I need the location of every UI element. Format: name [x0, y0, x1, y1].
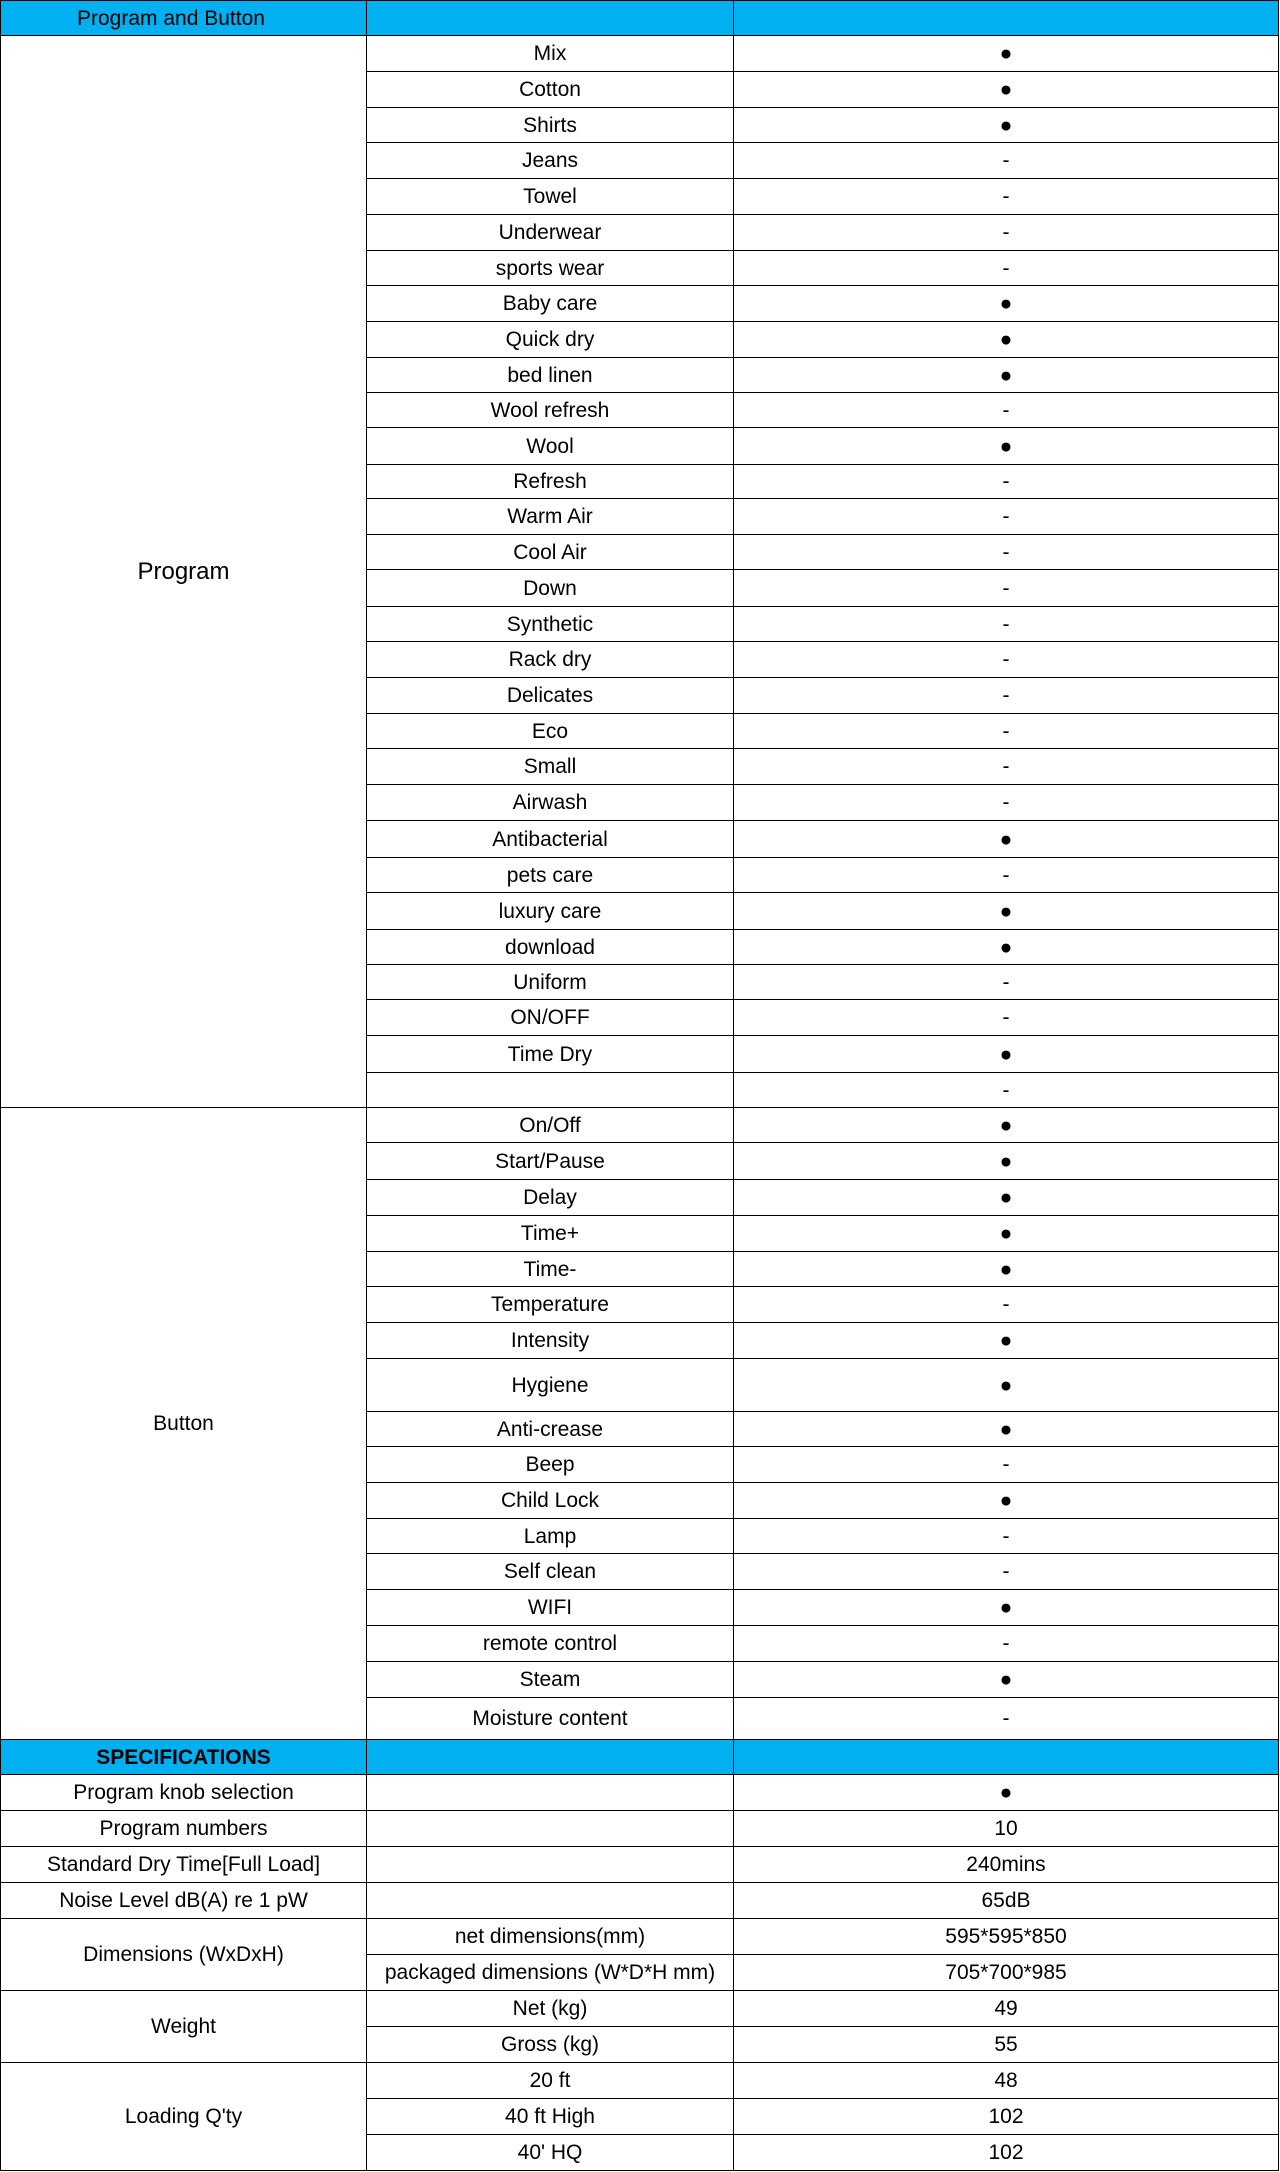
program-availability: - — [734, 1073, 1279, 1108]
dimensions-label: Dimensions (WxDxH) — [1, 1919, 367, 1991]
button-name: Steam — [367, 1662, 734, 1698]
container-size-label: 40' HQ — [367, 2135, 734, 2171]
program-name: pets care — [367, 858, 734, 893]
standard-dry-time-label: Standard Dry Time[Full Load] — [1, 1847, 367, 1883]
program-availability: - — [734, 785, 1279, 821]
program-name: Small — [367, 749, 734, 785]
container-size-label: 40 ft High — [367, 2099, 734, 2135]
gross-weight-label: Gross (kg) — [367, 2027, 734, 2063]
button-availability: ● — [734, 1483, 1279, 1519]
program-availability: ● — [734, 72, 1279, 108]
button-availability: - — [734, 1698, 1279, 1740]
container-qty-value: 48 — [734, 2063, 1279, 2099]
program-name: Uniform — [367, 965, 734, 1000]
program-availability: ● — [734, 1036, 1279, 1073]
spec-empty-cell — [367, 1883, 734, 1919]
program-name: Eco — [367, 714, 734, 749]
program-availability: - — [734, 535, 1279, 570]
program-numbers-label: Program numbers — [1, 1811, 367, 1847]
header-empty-cell — [367, 1, 734, 36]
button-name: Hygiene — [367, 1359, 734, 1412]
program-name: Jeans — [367, 143, 734, 179]
button-name: Delay — [367, 1180, 734, 1216]
button-name: WIFI — [367, 1590, 734, 1626]
program-name: Delicates — [367, 678, 734, 714]
container-qty-value: 102 — [734, 2099, 1279, 2135]
button-group-label: Button — [1, 1108, 367, 1740]
net-weight-value: 49 — [734, 1991, 1279, 2027]
button-availability: - — [734, 1554, 1279, 1590]
button-availability: ● — [734, 1412, 1279, 1447]
loading-row — [1, 2063, 1279, 2099]
program-name: luxury care — [367, 893, 734, 930]
program-name: Cotton — [367, 72, 734, 108]
noise-level-value: 65dB — [734, 1883, 1279, 1919]
program-availability: - — [734, 179, 1279, 215]
header-row — [1, 1, 1279, 36]
program-availability: - — [734, 465, 1279, 499]
program-availability: - — [734, 499, 1279, 535]
program-knob-selection-label: Program knob selection — [1, 1775, 367, 1811]
program-name: Time Dry — [367, 1036, 734, 1073]
program-name: Warm Air — [367, 499, 734, 535]
weight-label: Weight — [1, 1991, 367, 2063]
program-availability: ● — [734, 108, 1279, 143]
standard-dry-time-row — [1, 1847, 1279, 1883]
program-availability: ● — [734, 358, 1279, 393]
program-name: Antibacterial — [367, 821, 734, 858]
program-availability: - — [734, 251, 1279, 286]
spec-sheet-body — [1, 1, 1279, 2171]
net-dimensions-value: 595*595*850 — [734, 1919, 1279, 1955]
program-name: bed linen — [367, 358, 734, 393]
program-name: Synthetic — [367, 607, 734, 642]
spec-empty-cell — [367, 1811, 734, 1847]
spec-empty-cell — [367, 1775, 734, 1811]
button-availability: - — [734, 1519, 1279, 1554]
packaged-dimensions-value: 705*700*985 — [734, 1955, 1279, 1991]
program-availability: - — [734, 965, 1279, 1000]
specifications-title: SPECIFICATIONS — [1, 1740, 367, 1775]
program-availability: - — [734, 607, 1279, 642]
program-row — [1, 36, 1279, 72]
program-name: download — [367, 930, 734, 965]
button-name: Start/Pause — [367, 1143, 734, 1180]
program-name: Towel — [367, 179, 734, 215]
program-availability: ● — [734, 930, 1279, 965]
button-availability: - — [734, 1626, 1279, 1662]
button-availability: - — [734, 1447, 1279, 1483]
button-availability: ● — [734, 1108, 1279, 1143]
packaged-dimensions-label: packaged dimensions (W*D*H mm) — [367, 1955, 734, 1991]
program-availability: - — [734, 678, 1279, 714]
program-availability: - — [734, 642, 1279, 678]
program-name: Wool — [367, 428, 734, 465]
program-name: sports wear — [367, 251, 734, 286]
button-name: Lamp — [367, 1519, 734, 1554]
specifications-header-row — [1, 1740, 1279, 1775]
button-name: Temperature — [367, 1287, 734, 1323]
button-name: Time+ — [367, 1216, 734, 1252]
container-size-label: 20 ft — [367, 2063, 734, 2099]
program-availability: - — [734, 749, 1279, 785]
button-availability: ● — [734, 1323, 1279, 1359]
program-name — [367, 1073, 734, 1108]
program-name: Down — [367, 570, 734, 607]
button-availability: - — [734, 1287, 1279, 1323]
program-name: Baby care — [367, 286, 734, 322]
program-availability: ● — [734, 821, 1279, 858]
program-numbers-row — [1, 1811, 1279, 1847]
button-name: remote control — [367, 1626, 734, 1662]
spec-empty-cell — [367, 1847, 734, 1883]
container-qty-value: 102 — [734, 2135, 1279, 2171]
program-name: Mix — [367, 36, 734, 72]
program-name: ON/OFF — [367, 1000, 734, 1036]
header-empty-cell — [734, 1, 1279, 36]
button-name: Child Lock — [367, 1483, 734, 1519]
program-availability: ● — [734, 286, 1279, 322]
weight-net-row — [1, 1991, 1279, 2027]
program-knob-selection-row — [1, 1775, 1279, 1811]
button-row — [1, 1108, 1279, 1143]
button-availability: ● — [734, 1252, 1279, 1287]
button-name: Intensity — [367, 1323, 734, 1359]
program-knob-selection-value: ● — [734, 1775, 1279, 1811]
button-name: Beep — [367, 1447, 734, 1483]
header-title: Program and Button — [1, 1, 367, 36]
button-name: Self clean — [367, 1554, 734, 1590]
program-availability: - — [734, 858, 1279, 893]
button-availability: ● — [734, 1143, 1279, 1180]
net-weight-label: Net (kg) — [367, 1991, 734, 2027]
program-name: Underwear — [367, 215, 734, 251]
program-availability: - — [734, 570, 1279, 607]
button-availability: ● — [734, 1359, 1279, 1412]
program-name: Airwash — [367, 785, 734, 821]
header-empty-cell — [367, 1740, 734, 1775]
net-dimensions-label: net dimensions(mm) — [367, 1919, 734, 1955]
program-name: Quick dry — [367, 322, 734, 358]
loading-qty-label: Loading Q'ty — [1, 2063, 367, 2171]
program-availability: - — [734, 714, 1279, 749]
button-name: Moisture content — [367, 1698, 734, 1740]
program-name: Refresh — [367, 465, 734, 499]
program-availability: ● — [734, 893, 1279, 930]
standard-dry-time-value: 240mins — [734, 1847, 1279, 1883]
button-availability: ● — [734, 1180, 1279, 1216]
program-name: Cool Air — [367, 535, 734, 570]
button-availability: ● — [734, 1216, 1279, 1252]
button-availability: ● — [734, 1590, 1279, 1626]
button-name: On/Off — [367, 1108, 734, 1143]
program-group-label: Program — [1, 36, 367, 1108]
noise-level-label: Noise Level dB(A) re 1 pW — [1, 1883, 367, 1919]
program-name: Shirts — [367, 108, 734, 143]
dimensions-net-row — [1, 1919, 1279, 1955]
program-numbers-value: 10 — [734, 1811, 1279, 1847]
gross-weight-value: 55 — [734, 2027, 1279, 2063]
header-empty-cell — [734, 1740, 1279, 1775]
program-availability: - — [734, 1000, 1279, 1036]
program-availability: - — [734, 215, 1279, 251]
program-availability: - — [734, 393, 1279, 428]
program-availability: ● — [734, 428, 1279, 465]
program-name: Wool refresh — [367, 393, 734, 428]
program-availability: ● — [734, 36, 1279, 72]
button-name: Time- — [367, 1252, 734, 1287]
button-name: Anti-crease — [367, 1412, 734, 1447]
program-availability: ● — [734, 322, 1279, 358]
noise-level-row — [1, 1883, 1279, 1919]
program-availability: - — [734, 143, 1279, 179]
program-name: Rack dry — [367, 642, 734, 678]
button-availability: ● — [734, 1662, 1279, 1698]
